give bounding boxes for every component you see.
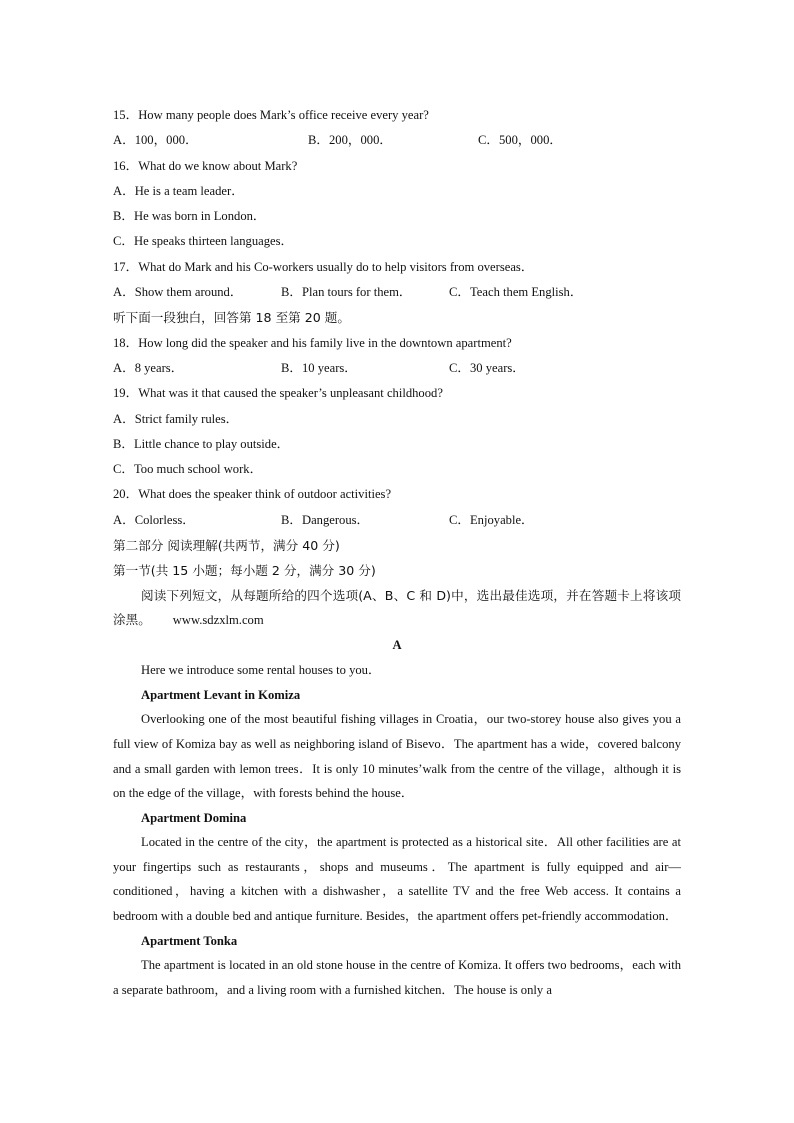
question-18-options bbox=[113, 356, 681, 381]
option-a: A．Show them around． bbox=[113, 285, 243, 300]
apartment-2-description: Located in the centre of the city，the apartment is protected as a historical site．All other facilities are at your fingertips such as restaurants，shops and museums．The apartment is fully equipped and air—conditioned，having a kitchen with a dishwasher，a satellite TV and the free Web access. It contains a bedroom with a double bed and antique furniture. Besides，the apartment offers pet-friendly accommodation． bbox=[113, 835, 681, 924]
exam-page bbox=[113, 103, 681, 1002]
option-c: C．Teach them English． bbox=[449, 285, 583, 300]
option-a: A．Colorless． bbox=[113, 512, 195, 527]
option-a: A．100，000． bbox=[113, 133, 198, 148]
option-b: B．10 years． bbox=[281, 360, 357, 375]
option-b: B．He was born in London． bbox=[113, 209, 266, 224]
option-c: C．Too much school work． bbox=[113, 462, 263, 477]
option-c: C．Enjoyable． bbox=[449, 512, 534, 527]
reading-section-heading: 第一节(共 15 小题；每小题 2 分，满分 30 分) bbox=[113, 563, 376, 579]
listening-instruction: 听下面一段独白，回答第 18 至第 20 题。 bbox=[113, 310, 350, 326]
question-18-stem: 18．How long did the speaker and his family live in the downtown apartment? bbox=[113, 335, 512, 350]
question-20-options bbox=[113, 508, 681, 533]
passage-label: A bbox=[392, 637, 402, 652]
option-a: A．8 years． bbox=[113, 360, 184, 375]
option-c: C．500，000． bbox=[478, 133, 562, 148]
option-c: C．He speaks thirteen languages． bbox=[113, 234, 294, 249]
option-b: B．Plan tours for them． bbox=[281, 285, 412, 300]
question-15-stem: 15．How many people does Mark’s office receive every year? bbox=[113, 108, 429, 122]
question-16-stem: 16．What do we know about Mark? bbox=[113, 158, 298, 173]
option-a: A．He is a team leader． bbox=[113, 183, 244, 198]
apartment-1-description: Overlooking one of the most beautiful fishing villages in Croatia，our two-storey house also gives you a full view of Komiza bay as well as neighboring island of Bisevo．The apartment has a wide，covered balcony and a small garden with lemon trees．It is only 10 minutes’walk from the centre of the village，although it is on the edge of the village，with forests behind the house． bbox=[113, 712, 681, 801]
instruction-text: 阅读下列短文，从每题所给的四个选项(A、B、C 和 D)中，选出最佳选项，并在答题卡上将该项涂黑。 bbox=[113, 587, 681, 628]
option-b: B．200，000． bbox=[308, 133, 392, 148]
question-17-stem: 17．What do Mark and his Co-workers usually do to help visitors from overseas． bbox=[113, 259, 534, 274]
apartment-3-description: The apartment is located in an old stone house in the centre of Komiza. It offers two bedrooms，each with a separate bathroom，and a living room with a furnished kitchen．The house is only a bbox=[113, 958, 681, 997]
reading-instruction bbox=[113, 584, 681, 633]
option-a: A．Strict family rules． bbox=[113, 411, 239, 426]
reading-part-heading: 第二部分 阅读理解(共两节，满分 40 分) bbox=[113, 538, 340, 554]
option-b: B．Little chance to play outside． bbox=[113, 436, 290, 451]
question-19-stem: 19．What was it that caused the speaker’s unpleasant childhood? bbox=[113, 386, 443, 401]
question-15-options bbox=[113, 128, 681, 153]
apartment-1-title: Apartment Levant in Komiza bbox=[141, 687, 301, 702]
question-20-stem: 20．What does the speaker think of outdoor activities? bbox=[113, 487, 392, 502]
option-c: C．30 years． bbox=[449, 360, 525, 375]
website-text: www.sdzxlm.com bbox=[172, 613, 264, 628]
passage-intro: Here we introduce some rental houses to you． bbox=[141, 663, 381, 678]
option-b: B．Dangerous． bbox=[281, 512, 370, 527]
apartment-2-title: Apartment Domina bbox=[141, 810, 247, 825]
apartment-3-title: Apartment Tonka bbox=[141, 933, 238, 948]
question-17-options bbox=[113, 280, 681, 305]
